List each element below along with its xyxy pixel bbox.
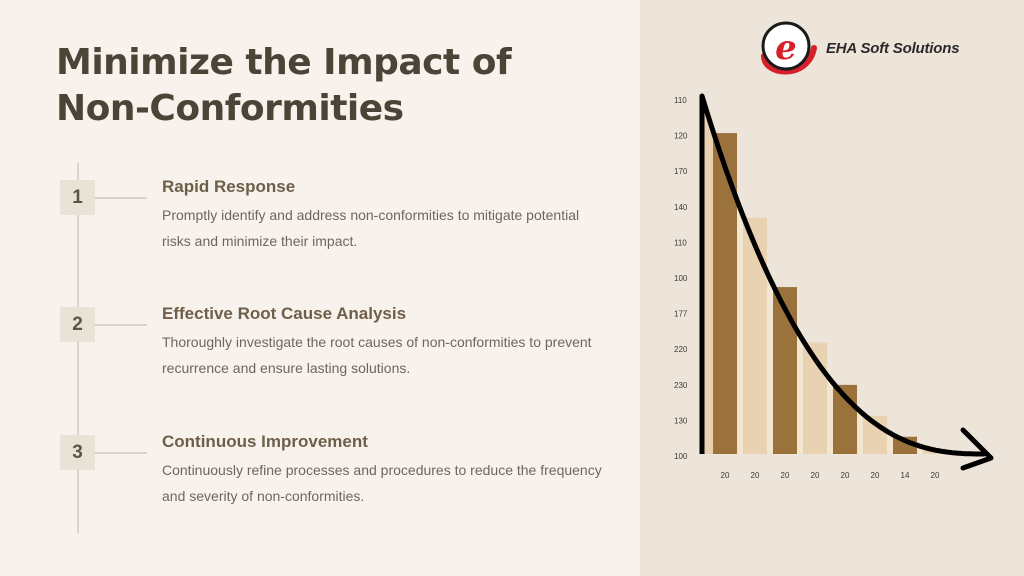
y-tick-label: 177 bbox=[674, 309, 688, 319]
chart-svg bbox=[660, 86, 1010, 486]
step-number: 2 bbox=[60, 307, 95, 342]
step-number: 1 bbox=[60, 180, 95, 215]
y-tick-label: 110 bbox=[674, 238, 687, 248]
y-tick-label: 100 bbox=[674, 274, 688, 283]
x-tick-label: 20 bbox=[750, 471, 760, 480]
x-tick-label: 20 bbox=[780, 471, 790, 480]
step-2 bbox=[0, 304, 640, 407]
brand-name: EHA Soft Solutions bbox=[826, 40, 960, 57]
chart-bar bbox=[713, 133, 737, 454]
y-tick-label: 230 bbox=[674, 380, 688, 390]
step-title: Continuous Improvement bbox=[162, 432, 368, 451]
brand-logo bbox=[756, 18, 1006, 78]
step-description: Thoroughly investigate the root causes of non-conformities to prevent recurrence and ensure lasting solutions. bbox=[162, 334, 592, 376]
eha-logo-icon bbox=[756, 18, 820, 78]
y-tick-label: 130 bbox=[674, 416, 688, 426]
bar-gap bbox=[737, 200, 743, 454]
y-tick-label: 170 bbox=[674, 167, 688, 177]
step-description: Promptly identify and address non-conformities to mitigate potential risks and minimize their impact. bbox=[162, 207, 580, 249]
y-tick-label: 120 bbox=[674, 131, 688, 141]
x-tick-label: 20 bbox=[810, 471, 820, 480]
x-tick-label: 20 bbox=[930, 471, 940, 480]
step-title: Rapid Response bbox=[162, 177, 296, 196]
x-tick-label: 20 bbox=[840, 471, 850, 480]
chart-bar bbox=[743, 218, 767, 454]
page-title: Minimize the Impact of Non-Conformities bbox=[56, 42, 512, 129]
step-description: Continuously refine processes and procedures to reduce the frequency and severity of non-conformities. bbox=[162, 462, 602, 504]
decline-chart bbox=[660, 86, 1010, 486]
x-tick-label: 20 bbox=[720, 471, 730, 480]
arrow-head-icon bbox=[963, 430, 991, 468]
step-connector bbox=[95, 324, 147, 326]
step-number: 3 bbox=[60, 435, 95, 470]
bar-gap bbox=[827, 375, 833, 454]
bar-gap bbox=[767, 272, 773, 454]
y-tick-label: 110 bbox=[674, 96, 687, 105]
y-tick-label: 140 bbox=[674, 202, 688, 212]
step-connector bbox=[95, 452, 147, 454]
step-connector bbox=[95, 197, 147, 199]
y-tick-label: 100 bbox=[674, 452, 688, 461]
x-tick-label: 14 bbox=[900, 471, 910, 480]
y-tick-label: 220 bbox=[674, 345, 688, 355]
step-title: Effective Root Cause Analysis bbox=[162, 304, 407, 323]
logo-letter: e bbox=[775, 28, 797, 68]
bar-gap bbox=[797, 330, 803, 454]
step-1 bbox=[0, 177, 640, 280]
x-tick-label: 20 bbox=[870, 471, 880, 480]
step-3 bbox=[0, 432, 640, 535]
